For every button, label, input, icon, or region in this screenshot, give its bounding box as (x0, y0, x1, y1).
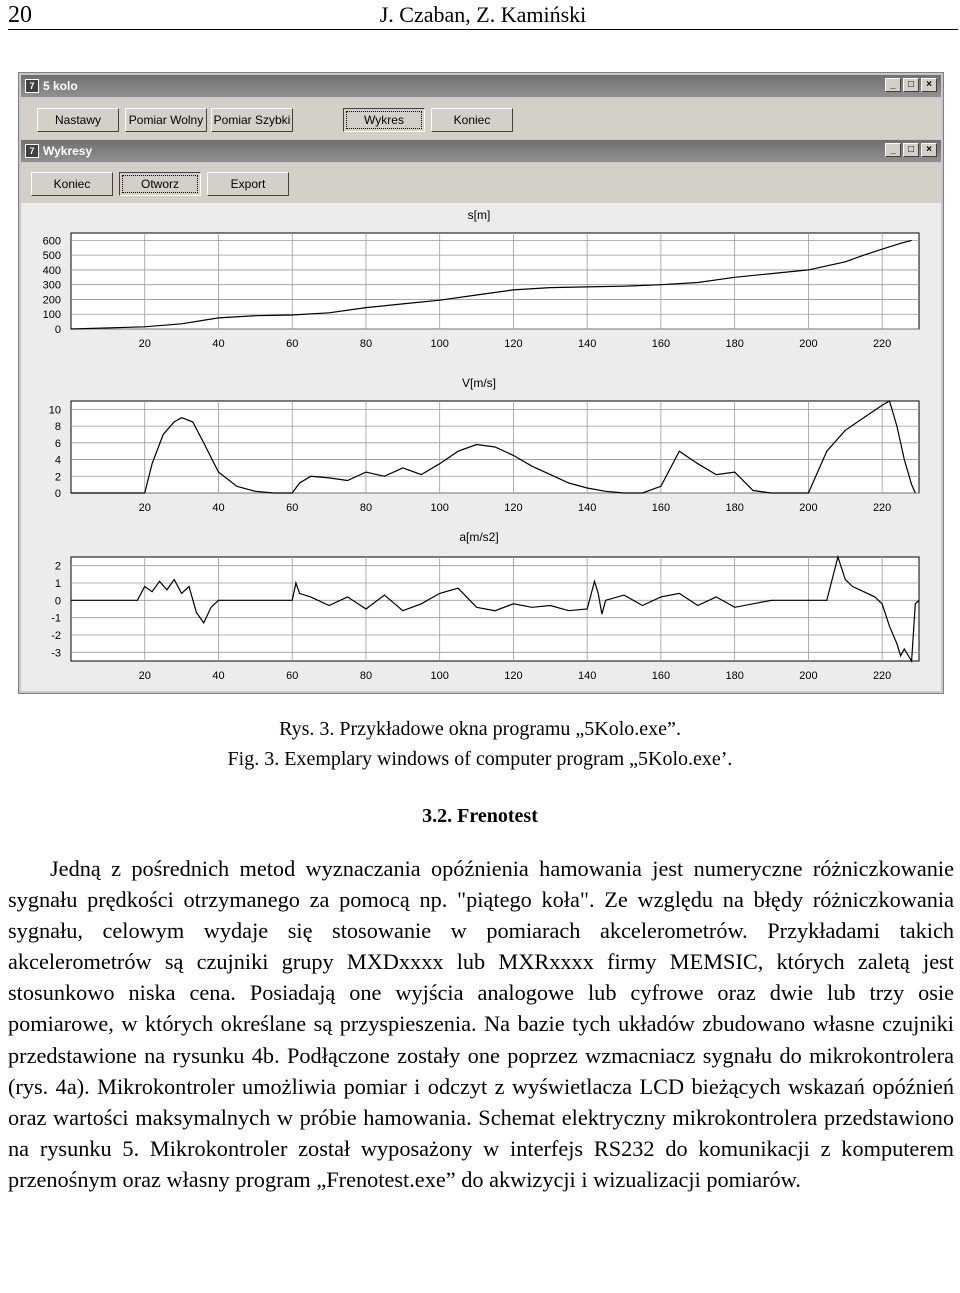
y-tick-label: 0 (54, 324, 61, 336)
charts-koniec-button[interactable]: Koniec (31, 172, 113, 196)
y-tick-label: 10 (48, 404, 61, 417)
chart-title: a[m/s2] (459, 530, 499, 544)
chart-title: s[m] (467, 208, 491, 222)
x-tick-label: 160 (651, 502, 671, 514)
x-tick-label: 80 (359, 502, 373, 514)
x-tick-label: 100 (430, 502, 449, 514)
y-tick-label: 0 (54, 488, 61, 500)
y-tick-label: 200 (42, 294, 61, 307)
x-tick-label: 80 (359, 338, 373, 350)
x-tick-label: 200 (799, 502, 818, 514)
body-paragraph: Jedną z pośrednich metod wyznaczania opóźnienia hamowania jest numeryczne różniczkowanie sygnału prędkości otrzymanego za pomocą np. "piątego koła". Ze względu na błędy różniczkowania sygnału, celowym wydaje się stosowanie w pomiarach akcelerometrów. Przykładami takich akcelerometrów są czujniki grupy MXDxxxx lub MXRxxxx firmy MEMSIC, których zaletą jest stosunkowo niska cena. Posiadają one wyjścia analogowe lub cyfrowe oraz dwie lub trzy osie pomiarowe, w których określane są przyspieszenia. Na bazie tych układów zbudowano własne czujniki przedstawione na rysunku 4b. Podłączone zostały one poprzez wzmacniacz sygnału do mikrokontrolera (rys. 4a). Mikrokontroler umożliwia pomiar i odczyt z wyświetlacza LCD bieżących wskazań opóźnień oraz wartości maksymalnych w próbie hamowania. Schemat elektryczny mikrokontrolera przedstawiono na rysunku 5. Mikrokontroler został wyposażony w interfejs RS232 do komunikacji z komputerem przenośnym oraz własny program „Frenotest.exe” do akwizycji i wizualizacji pomiarów. (8, 856, 954, 1192)
x-tick-label: 40 (212, 670, 225, 682)
x-tick-label: 180 (725, 338, 744, 350)
charts-svg (21, 203, 941, 691)
x-tick-label: 60 (286, 338, 299, 350)
maximize-icon[interactable]: □ (903, 143, 919, 157)
y-tick-label: 600 (42, 235, 61, 248)
plot-area (21, 203, 941, 691)
y-tick-label: -1 (51, 612, 61, 625)
minimize-icon[interactable]: _ (885, 143, 901, 157)
x-tick-label: 100 (430, 338, 449, 350)
figure-caption-en: Fig. 3. Exemplary windows of computer program „5Kolo.exe’. (227, 748, 733, 770)
app-title: 5 kolo (43, 79, 78, 93)
x-tick-label: 220 (872, 670, 892, 682)
x-tick-label: 120 (504, 502, 523, 514)
otworz-button[interactable]: Otworz (119, 172, 201, 196)
section-heading: 3.2. Frenotest (422, 805, 538, 827)
maximize-icon[interactable]: □ (903, 78, 919, 92)
close-icon[interactable]: × (921, 78, 937, 92)
app-toolbar (21, 99, 941, 139)
x-tick-label: 140 (577, 670, 597, 682)
chart-title: V[m/s] (461, 376, 497, 390)
y-tick-label: 4 (54, 454, 61, 467)
y-tick-label: 1 (54, 578, 61, 590)
x-tick-label: 80 (359, 670, 373, 682)
wykres-button[interactable]: Wykres (343, 108, 425, 132)
close-icon[interactable]: × (921, 143, 937, 157)
export-button[interactable]: Export (207, 172, 289, 196)
pomiar-wolny-button[interactable]: Pomiar Wolny (125, 108, 207, 132)
y-tick-label: 100 (42, 309, 61, 322)
y-tick-label: -3 (51, 647, 61, 660)
y-tick-label: -2 (51, 630, 61, 642)
y-tick-label: 500 (42, 250, 61, 263)
charts-titlebar[interactable] (21, 140, 941, 162)
x-tick-label: 160 (651, 670, 671, 682)
x-tick-label: 180 (725, 670, 744, 682)
y-tick-label: 6 (54, 437, 61, 450)
charts-title: Wykresy (43, 144, 93, 158)
x-tick-label: 220 (872, 502, 892, 514)
y-tick-label: 300 (42, 279, 61, 292)
x-tick-label: 20 (138, 670, 151, 682)
y-tick-label: 2 (54, 471, 61, 484)
running-header (8, 0, 958, 30)
x-tick-label: 40 (212, 502, 225, 514)
nastawy-button[interactable]: Nastawy (37, 108, 119, 132)
figure-caption-pl: Rys. 3. Przykładowe okna programu „5Kolo.exe”. (279, 718, 681, 740)
page-number: 20 (8, 2, 32, 28)
x-tick-label: 180 (725, 502, 744, 514)
x-tick-label: 60 (286, 670, 299, 682)
minimize-icon[interactable]: _ (885, 78, 901, 92)
charts-toolbar (21, 163, 941, 203)
koniec-button[interactable]: Koniec (431, 108, 513, 132)
x-tick-label: 220 (872, 338, 892, 350)
x-tick-label: 20 (138, 502, 151, 514)
authors: J. Czaban, Z. Kamiński (379, 2, 587, 27)
app-window (18, 72, 944, 694)
app-titlebar[interactable] (21, 75, 941, 97)
y-tick-label: 2 (54, 560, 61, 573)
y-tick-label: 8 (54, 421, 61, 434)
x-tick-label: 140 (577, 502, 597, 514)
x-tick-label: 120 (504, 670, 523, 682)
x-tick-label: 120 (504, 338, 523, 350)
x-tick-label: 160 (651, 338, 671, 350)
plot-frame (71, 557, 919, 661)
x-tick-label: 40 (212, 338, 225, 350)
pomiar-szybki-button[interactable]: Pomiar Szybki (211, 108, 293, 132)
x-tick-label: 200 (799, 338, 818, 350)
x-tick-label: 140 (577, 338, 597, 350)
x-tick-label: 200 (799, 670, 818, 682)
y-tick-label: 400 (42, 264, 61, 277)
app-icon: 7 (25, 79, 39, 93)
charts-window-icon: 7 (25, 144, 39, 158)
y-tick-label: 0 (54, 595, 61, 608)
x-tick-label: 60 (286, 502, 299, 514)
x-tick-label: 20 (138, 338, 151, 350)
x-tick-label: 100 (430, 670, 449, 682)
